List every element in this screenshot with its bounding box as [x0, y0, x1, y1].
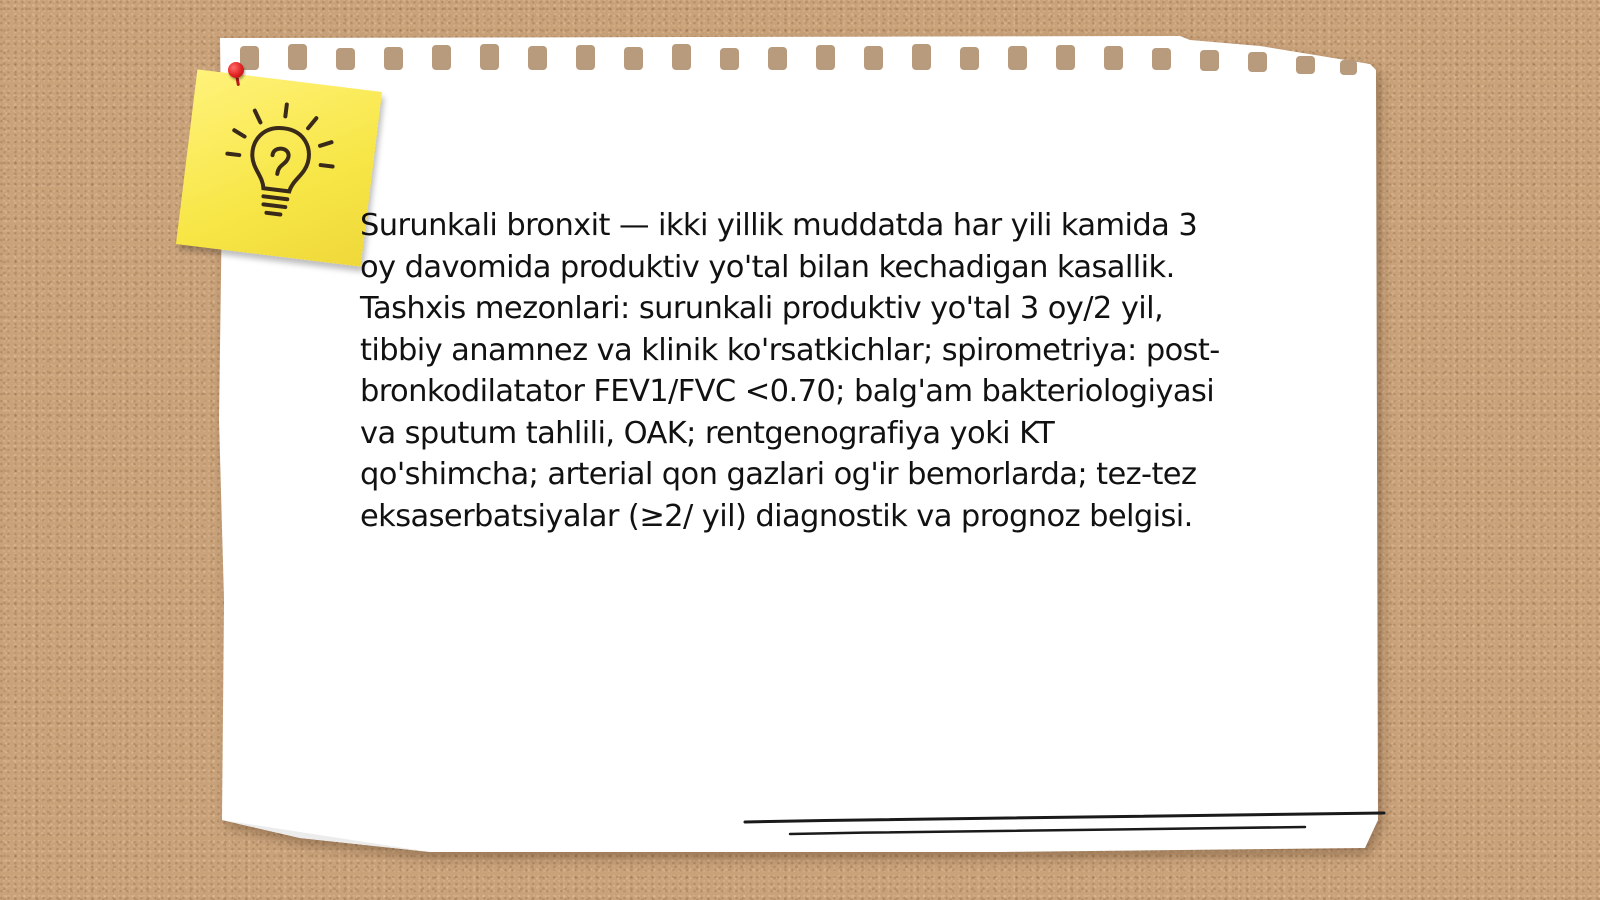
- slide-body-text: Surunkali bronxit — ikki yillik muddatda har yili kamida 3 oy davomida produktiv yo'tal bilan kechadigan kasallik. Tashxis mezonlari: surunkali produktiv yo'tal 3 oy/2 yil, tibbiy anamnez va klinik ko'rsatkichlar; spirometriya: post-bronkodilatator FEV1/FVC <0.70; balg'am bakteriologiyasi va sputum tahlili, OAK; rentgenografiya yoki KT qo'shimcha; arterial qon gazlari og'ir bemorlarda; tez-tez eksaserbatsiyalar (≥2/ yil) diagnostik va prognoz belgisi.: [360, 208, 1220, 534]
